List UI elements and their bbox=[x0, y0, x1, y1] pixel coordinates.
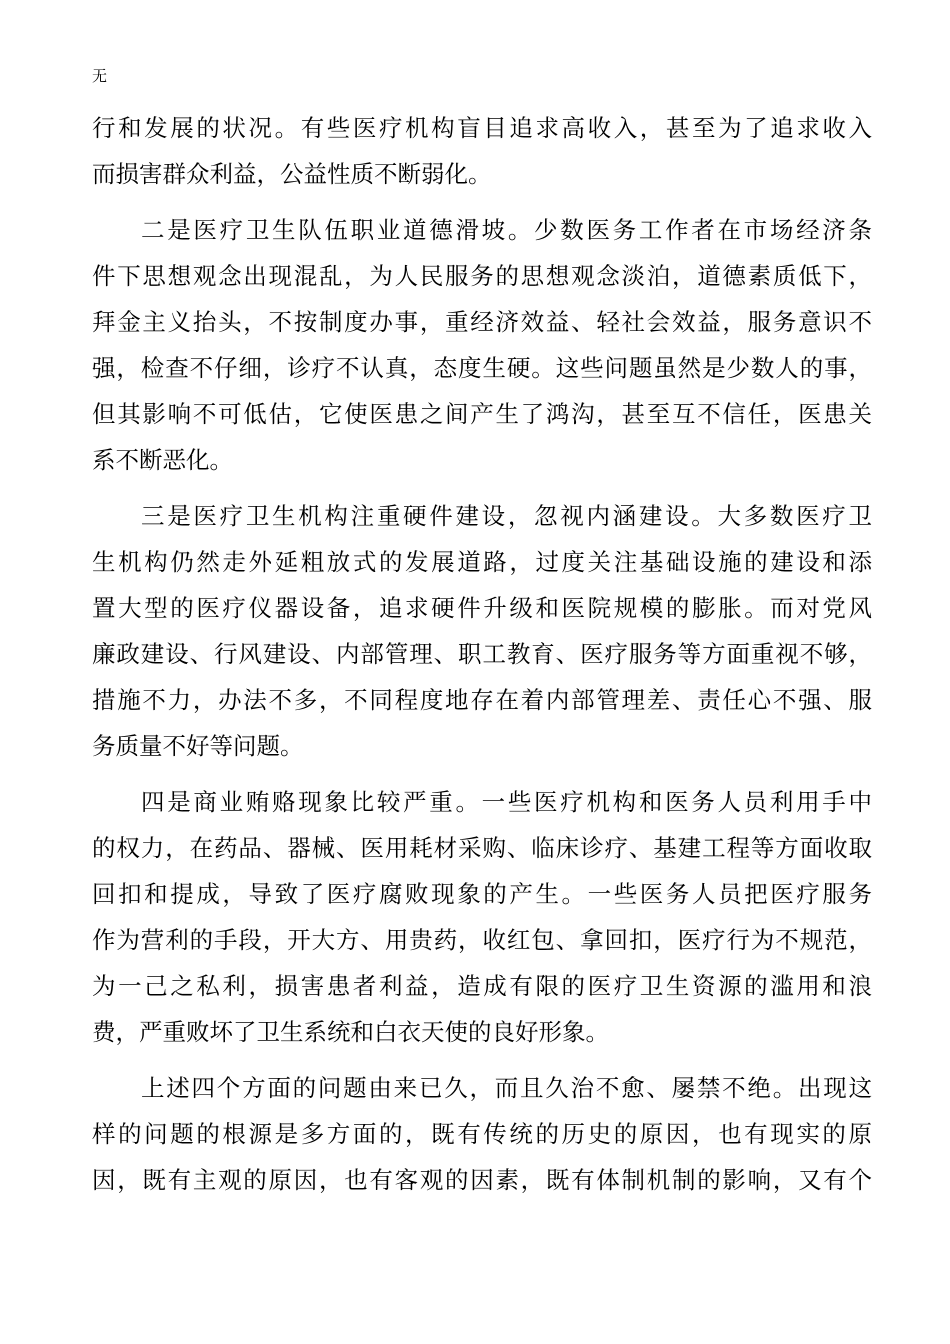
text-line: 行和发展的状况。有些医疗机构盲目追求高收入，甚至为了追求收入 bbox=[92, 114, 872, 142]
text-line: 置大型的医疗仪器设备，追求硬件升级和医院规模的膨胀。而对党风 bbox=[92, 594, 872, 622]
text-line: 而损害群众利益，公益性质不断弱化。 bbox=[92, 160, 492, 188]
paragraph bbox=[92, 207, 872, 483]
text-line: 系不断恶化。 bbox=[92, 446, 233, 474]
text-line: 回扣和提成，导致了医疗腐败现象的产生。一些医务人员把医疗服务 bbox=[92, 880, 872, 908]
text-line: 强，检查不仔细，诊疗不认真，态度生硬。这些问题虽然是少数人的事， bbox=[92, 354, 872, 382]
paragraph bbox=[92, 105, 872, 197]
text-line: 因，既有主观的原因，也有客观的因素，既有体制机制的影响，又有个 bbox=[92, 1166, 872, 1194]
text-line: 的权力，在药品、器械、医用耗材采购、临床诊疗、基建工程等方面收取 bbox=[92, 834, 872, 862]
text-line: 样的问题的根源是多方面的，既有传统的历史的原因，也有现实的原 bbox=[92, 1120, 872, 1148]
text-line: 作为营利的手段，开大方、用贵药，收红包、拿回扣，医疗行为不规范， bbox=[92, 926, 872, 954]
paragraph bbox=[92, 779, 872, 1055]
text-line: 生机构仍然走外延粗放式的发展道路，过度关注基础设施的建设和添 bbox=[92, 548, 872, 576]
text-line: 务质量不好等问题。 bbox=[92, 732, 304, 760]
paragraph bbox=[92, 1065, 872, 1203]
text-line: 二是医疗卫生队伍职业道德滑坡。少数医务工作者在市场经济条 bbox=[141, 216, 872, 244]
paragraph bbox=[92, 493, 872, 769]
text-line: 三是医疗卫生机构注重硬件建设，忽视内涵建设。大多数医疗卫 bbox=[141, 502, 872, 530]
text-line: 上述四个方面的问题由来已久，而且久治不愈、屡禁不绝。出现这 bbox=[141, 1074, 872, 1102]
document-body bbox=[92, 105, 872, 1203]
text-line: 四是商业贿赂现象比较严重。一些医疗机构和医务人员利用手中 bbox=[141, 788, 872, 816]
text-line: 廉政建设、行风建设、内部管理、职工教育、医疗服务等方面重视不够， bbox=[92, 640, 872, 668]
header-mark: 无 bbox=[92, 67, 108, 85]
text-line: 但其影响不可低估，它使医患之间产生了鸿沟，甚至互不信任，医患关 bbox=[92, 400, 872, 428]
text-line: 措施不力，办法不多，不同程度地存在着内部管理差、责任心不强、服 bbox=[92, 686, 872, 714]
text-line: 费，严重败坏了卫生系统和白衣天使的良好形象。 bbox=[92, 1018, 609, 1046]
text-line: 为一己之私利，损害患者利益，造成有限的医疗卫生资源的滥用和浪 bbox=[92, 972, 872, 1000]
text-line: 拜金主义抬头，不按制度办事，重经济效益、轻社会效益，服务意识不 bbox=[92, 308, 872, 336]
text-line: 件下思想观念出现混乱，为人民服务的思想观念淡泊，道德素质低下， bbox=[92, 262, 872, 290]
